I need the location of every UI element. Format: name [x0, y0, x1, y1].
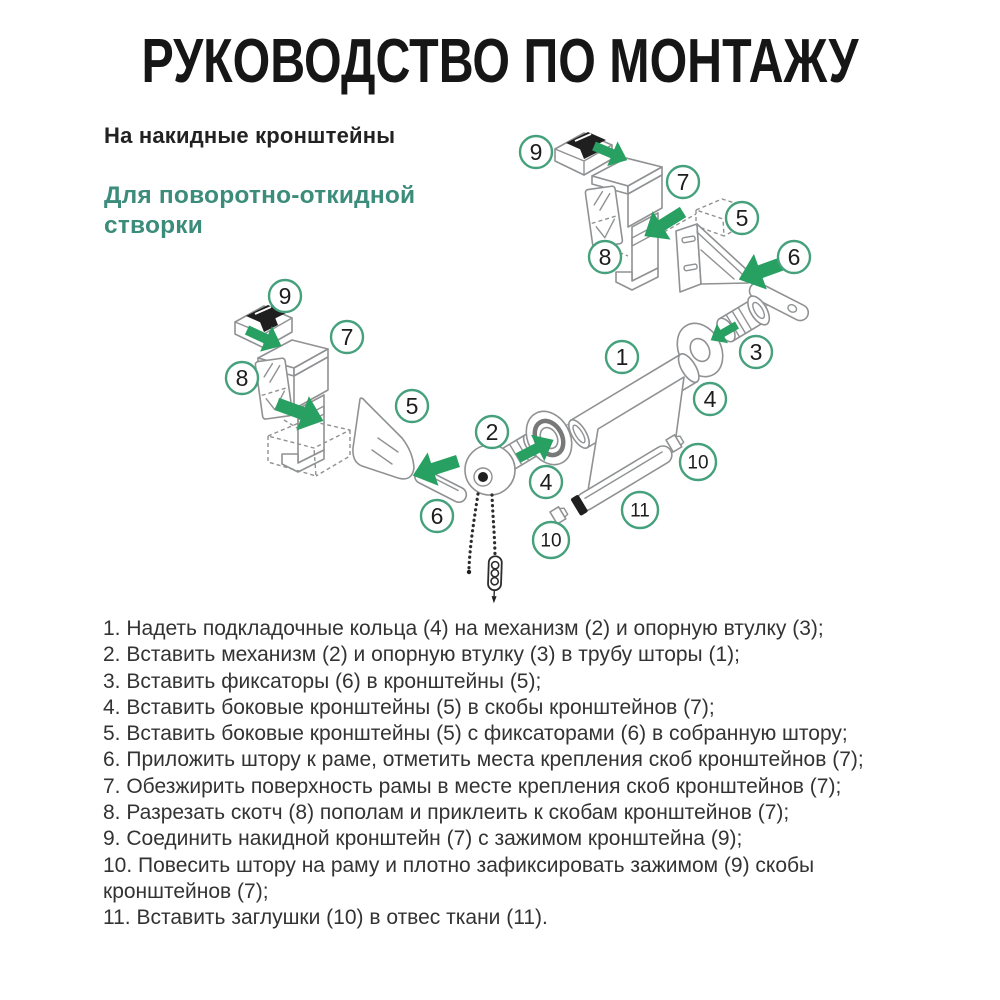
callout-8-left	[226, 362, 258, 394]
chain-connector-weight	[487, 556, 502, 603]
instruction-item: 5. Вставить боковые кронштейны (5) с фиксаторами (6) в собранную штору;	[103, 722, 848, 746]
svg-text:4: 4	[703, 386, 717, 413]
instruction-item: 4. Вставить боковые кронштейны (5) в скобы кронштейнов (7);	[103, 695, 715, 719]
callout-3	[740, 336, 772, 368]
svg-text:8: 8	[235, 365, 249, 392]
svg-text:9: 9	[529, 139, 543, 166]
instruction-item: 7. Обезжирить поверхность рамы в месте крепления скоб кронштейнов (7);	[103, 774, 842, 798]
callout-7-top	[667, 166, 699, 198]
callout-4-left	[530, 466, 562, 498]
instruction-item: 9. Соединить накидной кронштейн (7) с зажимом кронштейна (9);	[103, 827, 743, 851]
callout-5-left	[396, 390, 428, 422]
instruction-item: 10. Повесить штору на раму и плотно зафиксировать зажимом (9) скобы кронштейнов (7);	[103, 853, 815, 903]
instruction-item: 11. Вставить заглушки (10) в отвес ткани (11).	[103, 906, 548, 930]
callout-11	[622, 492, 658, 528]
callout-7-left	[331, 321, 363, 353]
callout-10-right	[680, 444, 716, 480]
svg-text:8: 8	[598, 244, 612, 271]
svg-text:11: 11	[630, 500, 650, 522]
callout-9-left	[269, 280, 301, 312]
svg-text:10: 10	[687, 452, 709, 474]
callout-9-top	[520, 136, 552, 168]
svg-text:3: 3	[749, 339, 763, 366]
svg-text:5: 5	[735, 205, 749, 232]
instruction-item: 6. Приложить штору к раме, отметить места крепления скоб кронштейнов (7);	[103, 748, 864, 772]
instruction-item: 1. Надеть подкладочные кольца (4) на механизм (2) и опорную втулку (3);	[103, 617, 824, 640]
svg-text:10: 10	[540, 530, 562, 552]
section-heading: Для поворотно-откидной створки	[104, 182, 416, 239]
svg-text:1: 1	[615, 344, 629, 371]
callout-5-top	[726, 202, 758, 234]
subtitle: На накидные кронштейны	[104, 123, 396, 148]
svg-text:4: 4	[539, 469, 553, 496]
callout-4-right	[694, 383, 726, 415]
svg-text:5: 5	[405, 393, 419, 420]
tape-8-top	[585, 186, 623, 248]
svg-text:6: 6	[787, 244, 801, 271]
bead-chain	[467, 494, 502, 603]
instruction-item: 8. Разрезать скотч (8) пополам и приклеить к скобам кронштейнов (7);	[103, 801, 790, 825]
callout-8-top	[589, 241, 621, 273]
instruction-item: 2. Вставить механизм (2) и опорную втулку (3) в трубу шторы (1);	[103, 643, 740, 667]
svg-text:9: 9	[278, 283, 292, 310]
callout-1	[606, 341, 638, 373]
callout-10-bottom	[533, 522, 569, 558]
callout-6-top	[778, 241, 810, 273]
callout-6-left	[421, 500, 453, 532]
svg-text:7: 7	[676, 169, 690, 196]
instruction-list	[103, 616, 883, 932]
callout-2	[476, 416, 508, 448]
instruction-item: 3. Вставить фиксаторы (6) в кронштейны (5);	[103, 669, 542, 693]
svg-text:6: 6	[430, 503, 444, 530]
svg-text:2: 2	[485, 419, 499, 446]
svg-text:7: 7	[340, 324, 354, 351]
page-title: РУКОВОДСТВО ПО МОНТАЖУ	[141, 27, 859, 96]
